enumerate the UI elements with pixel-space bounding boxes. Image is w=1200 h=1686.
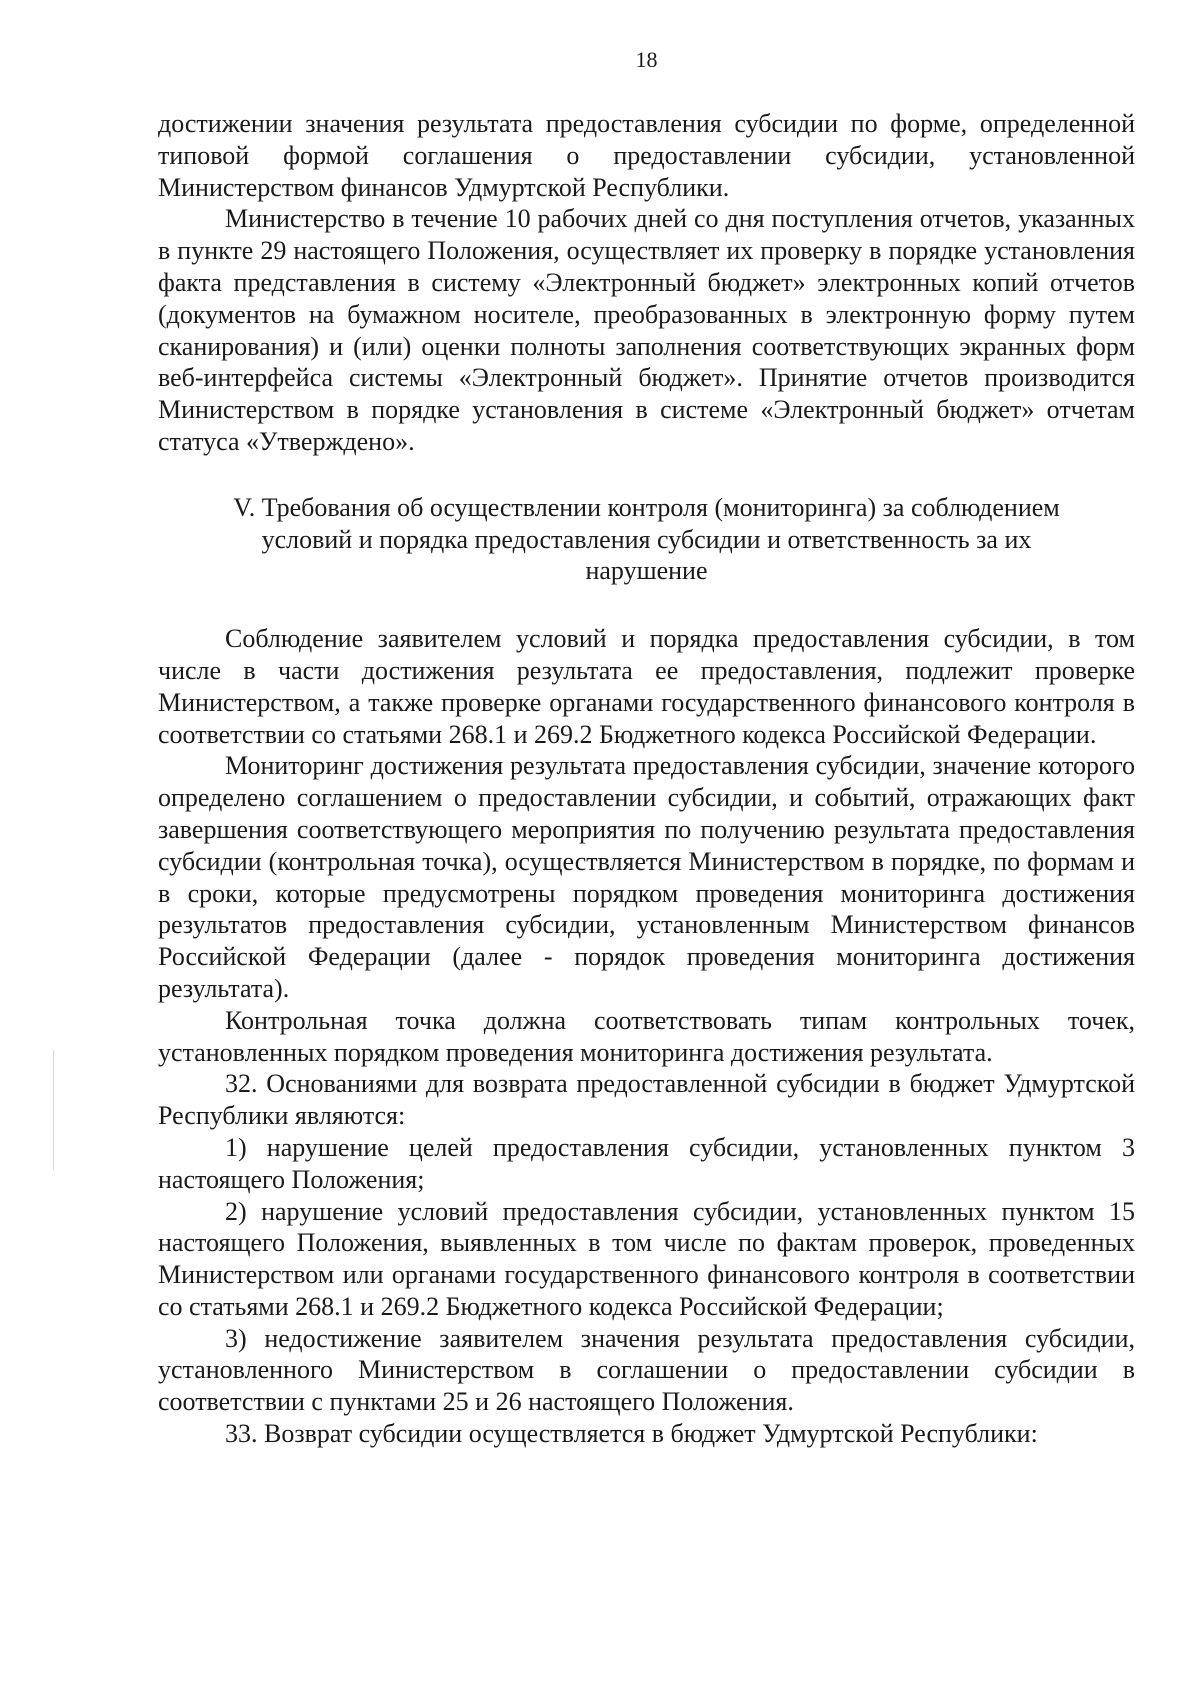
paragraph-compliance: Соблюдение заявителем условий и порядка предоставления субсидии, в том числе в части достижения результата ее предоставления, подлежит проверке Министерством, а также проверке органами государственного финансового контроля в соответствии со статьями 268.1 и 269.2 Бюджетного кодекса Российской Федерации. [158,624,1135,749]
clause-32-item-3: 3) недостижение заявителем значения результата предоставления субсидии, установленного Министерством в соглашении о предоставлении субсидии в соответствии с пунктами 25 и 26 настоящего Положения. [158,1323,1135,1417]
clause-33: 33. Возврат субсидии осуществляется в бюджет Удмуртской Республики: [225,1419,1038,1449]
scan-edge-mark [53,1050,54,1170]
paragraph-monitoring: Мониторинг достижения результата предоставления субсидии, значение которого определено соглашением о предоставлении субсидии, и событий, отражающих факт завершения соответствующего мероприятия по получению результата предоставления субсидии (контрольная точка), осуществляется Министерством в порядке, по формам и в сроки, которые предусмотрены порядком проведения мониторинга достижения результатов предоставления субсидии, установленным Министерством финансов Российской Федерации (далее - порядок проведения мониторинга достижения результата). [158,751,1135,1003]
paragraph-control-point: Контрольная точка должна соответствовать типам контрольных точек, установленных порядком проведения мониторинга достижения результата. [158,1005,1135,1067]
section-heading: V. Требования об осуществлении контроля (мониторинга) за соблюдением условий и порядка предоставления субсидии и ответственность за их нарушение [233,492,1060,586]
paragraph-continuation: достижении значения результата предоставления субсидии по форме, определенной типовой формой соглашения о предоставлении субсидии, установленной Министерством финансов Удмуртской Республики. [158,109,1135,202]
clause-32-item-1: 1) нарушение целей предоставления субсидии, установленных пунктом 3 настоящего Положения; [158,1132,1135,1194]
document-body [158,108,1135,1450]
page-number: 18 [635,47,658,72]
clause-32-item-2: 2) нарушение условий предоставления субсидии, установленных пунктом 15 настоящего Положения, выявленных в том числе по фактам проверок, проведенных Министерством или органами государственного финансового контроля в соответствии со статьями 268.1 и 269.2 Бюджетного кодекса Российской Федерации; [158,1196,1135,1321]
clause-32: 32. Основаниями для возврата предоставленной субсидии в бюджет Удмуртской Республики являются: [158,1069,1135,1131]
paragraph-report-review: Министерство в течение 10 рабочих дней со дня поступления отчетов, указанных в пункте 29 настоящего Положения, осуществляет их проверку в порядке установления факта представления в систему «Электронный бюджет» электронных копий отчетов (документов на бумажном носителе, преобразованных в электронную форму путем сканирования) и (или) оценки полноты заполнения соответствующих экранных форм веб-интерфейса системы «Электронный бюджет». Принятие отчетов производится Министерством в порядке установления в системе «Электронный бюджет» отчетам статуса «Утверждено». [158,204,1135,456]
